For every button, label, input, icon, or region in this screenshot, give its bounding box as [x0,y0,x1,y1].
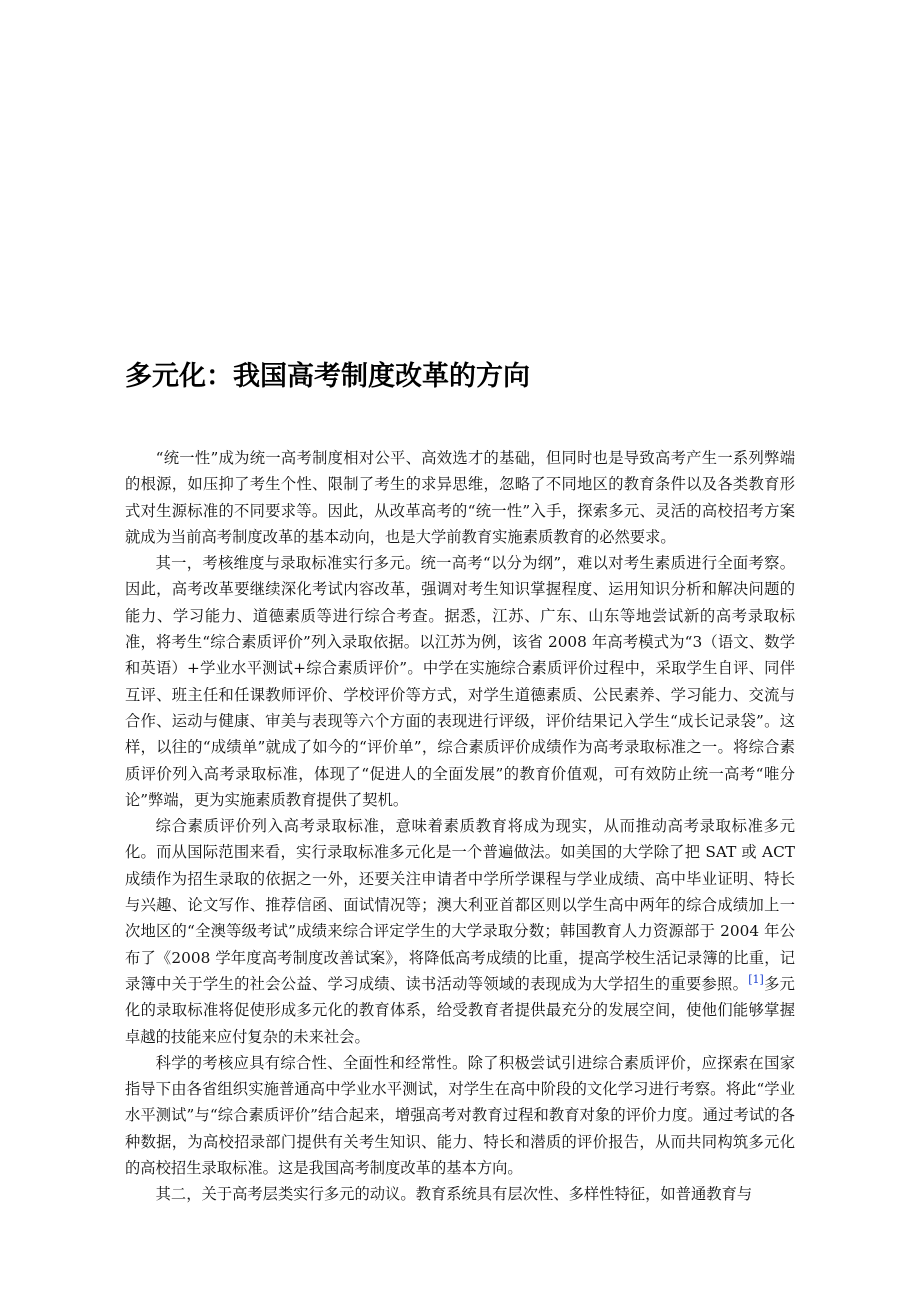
article-body [125,445,795,1208]
paragraph-4 [125,1050,795,1181]
article-title: 多元化：我国高考制度改革的方向 [125,361,530,392]
paragraph-3 [125,813,795,1050]
paragraph-3-text: 综合素质评价列入高考录取标准，意味着素质教育将成为现实，从而推动高考录取标准多元化。而从国际范围来看，实行录取标准多元化是一个普遍做法。如美国的大学除了把 SAT 或 ACT 成绩作为招生录取的依据之一外，还要关注申请者中学所学课程与学业成绩、高中毕业证明、特长与兴趣、论文写作、推荐信函、面试情况等；澳大利亚首都区则以学生高中两年的综合成绩加上一次地区的“全澳等级考试”成绩来综合评定学生的大学录取分数；韩国教育人力资源部于 2004 年公布了《2008 学年度高考制度改善试案》，将降低高考成绩的比重，提高学校生活记录簿的比重，记录簿中关于学生的社会公益、学习成绩、读书活动等领域的表现成为大学招生的重要参照。 [125,817,795,993]
paragraph-5-text: 其二，关于高考层类实行多元的动议。教育系统具有层次性、多样性特征，如普通教育与 [155,1185,753,1204]
paragraph-3-continuation: 多元化的录取标准将促使形成多元化的教育体系，给受教育者提供最充分的发展空间，使他们能够掌握卓越的技能来应付复杂的未来社会。 [125,974,795,1046]
paragraph-4-text: 科学的考核应具有综合性、全面性和经常性。除了积极尝试引进综合素质评价，应探索在国家指导下由各省组织实施普通高中学业水平测试，对学生在高中阶段的文化学习进行考察。将此“学业水平测试”与“综合素质评价”结合起来，增强高考对教育过程和教育对象的评价力度。通过考试的各种数据，为高校招录部门提供有关考生知识、能力、特长和潜质的评价报告，从而共同构筑多元化的高校招生录取标准。这是我国高考制度改革的基本方向。 [125,1053,795,1178]
paragraph-5 [125,1181,795,1207]
paragraph-2-text: 其一，考核维度与录取标准实行多元。统一高考“以分为纲”，难以对考生素质进行全面考察。因此，高考改革要继续深化考试内容改革，强调对考生知识掌握程度、运用知识分析和解决问题的能力、学习能力、道德素质等进行综合考查。据悉，江苏、广东、山东等地尝试新的高考录取标准，将考生“综合素质评价”列入录取依据。以江苏为例，该省 2008 年高考模式为“3（语文、数学和英语）+学业水平测试+综合素质评价”。中学在实施综合素质评价过程中，采取学生自评、同伴互评、班主任和任课教师评价、学校评价等方式，对学生道德素质、公民素养、学习能力、交流与合作、运动与健康、审美与表现等六个方面的表现进行评级，评价结果记入学生“成长记录袋”。这样，以往的“成绩单”就成了如今的“评价单”，综合素质评价成绩作为高考录取标准之一。将综合素质评价列入高考录取标准，体现了“促进人的全面发展”的教育价值观，可有效防止统一高考“唯分论”弊端，更为实施素质教育提供了契机。 [125,554,795,809]
paragraph-1-text: “统一性”成为统一高考制度相对公平、高效选才的基础，但同时也是导致高考产生一系列弊端的根源，如压抑了考生个性、限制了考生的求异思维，忽略了不同地区的教育条件以及各类教育形式对生源标准的不同要求等。因此，从改革高考的“统一性”入手，探索多元、灵活的高校招考方案就成为当前高考制度改革的基本动向，也是大学前教育实施素质教育的必然要求。 [125,449,795,546]
paragraph-1 [125,445,795,550]
footnote-reference-link[interactable]: [1] [748,972,764,986]
paragraph-2 [125,550,795,813]
